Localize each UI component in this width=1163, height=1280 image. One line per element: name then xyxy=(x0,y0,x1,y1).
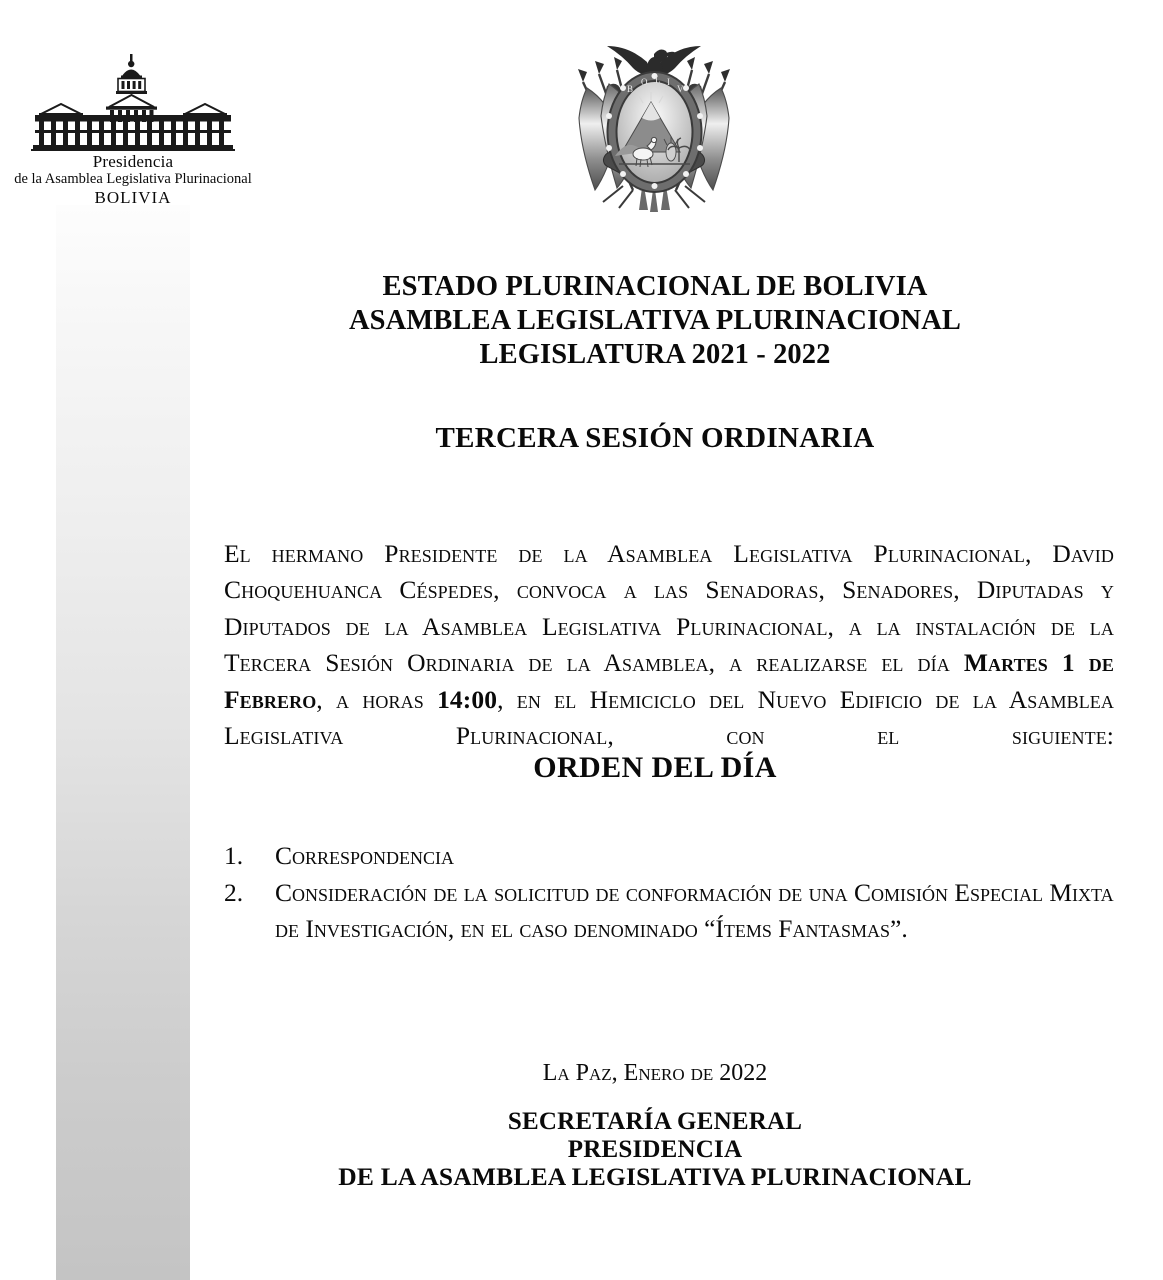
convocatoria-text-part-1: El hermano Presidente de la Asamblea Legislativa Plurinacional, David Choquehuanca Céspedes, convoca a las Senadoras, Senadores, Diputadas y Diputados de la Asamblea Legislativa Plurinacional, a la instalación de la Tercera Sesión Ordinaria de la Asamblea, a realizarse el día xyxy=(224,538,1114,677)
signature-line-asamblea: DE LA ASAMBLEA LEGISLATIVA PLURINACIONAL xyxy=(338,1162,972,1191)
legislative-palace-icon xyxy=(17,52,249,152)
signature-line-presidencia: PRESIDENCIA xyxy=(567,1135,743,1163)
convocatoria-date: Martes 1 de Febrero xyxy=(224,648,1114,714)
svg-text:V: V xyxy=(677,84,684,94)
svg-text:I: I xyxy=(667,77,670,87)
institution-heading xyxy=(190,270,1120,372)
session-title: TERCERA SESIÓN ORDINARIA xyxy=(435,422,875,454)
convocatoria-text-part-3: , en el Hemiciclo del Nuevo Edificio de la Asamblea Legislativa Plurinacional, con el siguiente: xyxy=(224,684,1114,750)
svg-text:L: L xyxy=(655,75,661,85)
agenda-item xyxy=(224,838,1114,875)
logo-line-asamblea: de la Asamblea Legislativa Plurinacional xyxy=(14,171,252,187)
convocatoria-text-part-2: , a horas xyxy=(316,684,438,714)
bolivia-coat-of-arms-icon xyxy=(547,40,762,222)
svg-text:B: B xyxy=(627,84,634,94)
heading-line-legislatura: LEGISLATURA 2021 - 2022 xyxy=(479,339,831,370)
place-and-date: La Paz, Enero de 2022 xyxy=(542,1060,768,1086)
agenda-item xyxy=(224,875,1114,948)
svg-text:O: O xyxy=(641,77,648,87)
presidencia-logo xyxy=(8,52,258,208)
left-decorative-gradient-band xyxy=(56,205,190,1280)
agenda-heading: ORDEN DEL DÍA xyxy=(533,751,777,784)
agenda-item-text: Correspondencia xyxy=(275,841,455,870)
document-header xyxy=(0,0,1163,240)
heading-line-estado: ESTADO PLURINACIONAL DE BOLIVIA xyxy=(382,271,928,302)
agenda-item-text: Consideración de la solicitud de conformación de una Comisión Especial Mixta de Investigación, en el caso denominado “Ítems Fantasmas”. xyxy=(275,877,1114,943)
heading-line-asamblea: ASAMBLEA LEGISLATIVA PLURINACIONAL xyxy=(348,305,962,336)
convocatoria-paragraph xyxy=(224,536,1114,755)
agenda-item-number: 1. xyxy=(224,841,244,870)
signature-line-secretaria: SECRETARÍA GENERAL xyxy=(507,1108,803,1135)
logo-line-bolivia: BOLIVIA xyxy=(94,188,172,207)
agenda-item-number: 2. xyxy=(224,877,244,907)
agenda-list xyxy=(224,838,1114,948)
convocatoria-time: 14:00 xyxy=(437,684,498,714)
signature-block xyxy=(190,1108,1120,1191)
logo-line-presidencia: Presidencia xyxy=(92,152,174,171)
